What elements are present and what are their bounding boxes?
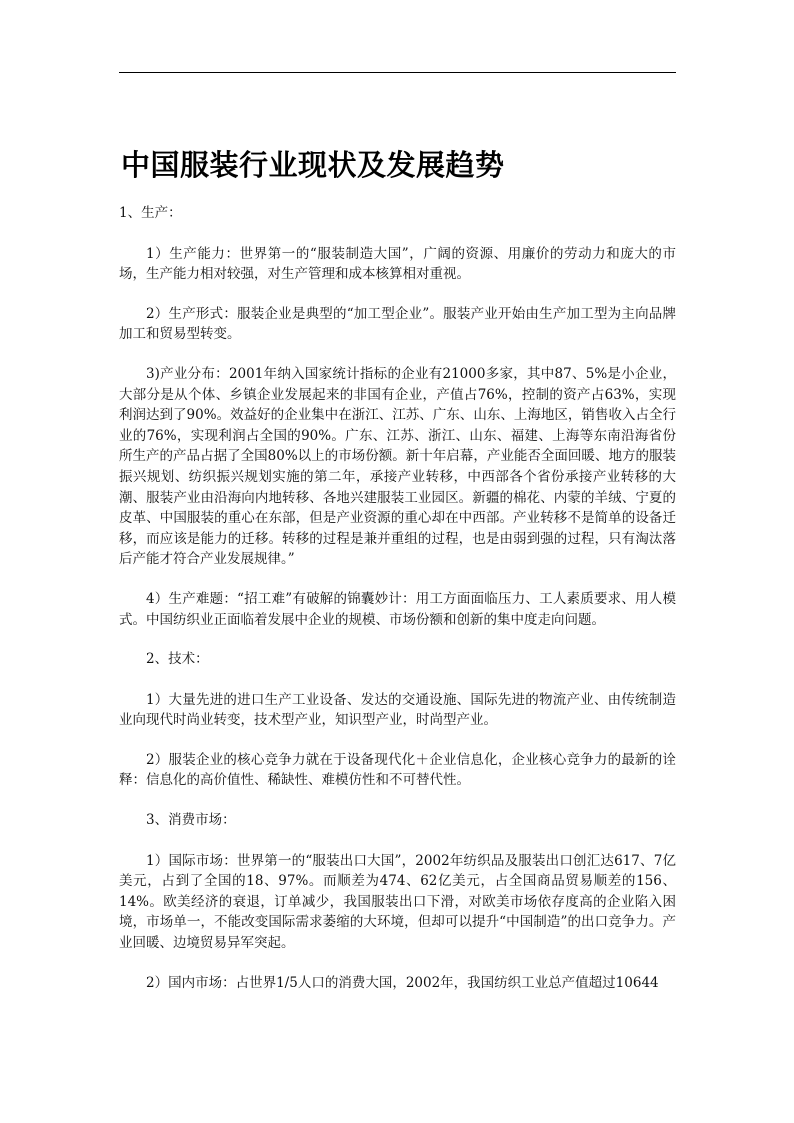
paragraph-industry-distribution: 3)产业分布：2001年纳入国家统计指标的企业有21000多家，其中87、5%是小企业，大部分是从个体、乡镇企业发展起来的非国有企业，产值占76%，控制的资产占63%，实现利润达到了90%。效益好的企业集中在浙江、江苏、广东、山东、上海地区，销售收入占全行业的76%，实现利润占全国的90%。广东、江苏、浙江、山东、福建、上海等东南沿海省份所生产的产品占据了全国80%以上的市场份额。新十年启幕，产业能否全面回暖、地方的服装振兴规划、纺织振兴规划实施的第二年，承接产业转移，中西部各个省份承接产业转移的大潮、服装产业由沿海向内地转移、各地兴建服装工业园区。新疆的棉花、内蒙的羊绒、宁夏的皮革、中国服装的重心在东部，但是产业资源的重心却在中西部。产业转移不是简单的设备迁移，而应该是能力的迁移。转移的过程是兼并重组的过程，也是由弱到强的过程，只有淘汰落后产能才符合产业发展规律。” <box>119 365 676 568</box>
section-heading-production: 1、生产： <box>119 205 182 221</box>
section-heading-technology: 2、技术： <box>146 651 209 668</box>
paragraph-production-capacity: 1）生产能力：世界第一的“服装制造大国”，广阔的资源、用廉价的劳动力和庞大的市场，生产能力相对较强，对生产管理和成本核算相对重视。 <box>119 245 676 283</box>
paragraph-domestic-market: 2）国内市场：占世界1/5人口的消费大国，2002年，我国纺织工业总产值超过10644 <box>146 974 659 991</box>
header-rule <box>119 72 676 73</box>
paragraph-technology-equipment: 1）大量先进的进口生产工业设备、发达的交通设施、国际先进的物流产业、由传统制造业向现代时尚业转变，技术型产业，知识型产业，时尚型产业。 <box>119 691 676 729</box>
paragraph-production-form: 2）生产形式：服装企业是典型的“加工型企业”。服装产业开始由生产加工型为主向品牌加工和贸易型转变。 <box>119 305 676 343</box>
paragraph-core-competitiveness: 2）服装企业的核心竞争力就在于设备现代化＋企业信息化，企业核心竞争力的最新的诠释：信息化的高价值性、稀缺性、难模仿性和不可替代性。 <box>119 751 676 789</box>
document-title: 中国服装行业现状及发展趋势 <box>121 148 505 182</box>
section-heading-consumer-market: 3、消费市场： <box>146 812 236 829</box>
paragraph-production-difficulty: 4）生产难题：“招工难”有破解的锦囊妙计：用工方面面临压力、工人素质要求、用人模式。中国纺织业正面临着发展中企业的规模、市场份额和创新的集中度走向问题。 <box>119 590 676 628</box>
paragraph-international-market: 1）国际市场：世界第一的“服装出口大国”，2002年纺织品及服装出口创汇达617、7亿美元，占到了全国的18、97%。而顺差为474、62亿美元，占全国商品贸易顺差的156、14%。欧美经济的衰退，订单减少，我国服装出口下滑，对欧美市场依存度高的企业陷入困境，市场单一，不能改变国际需求萎缩的大环境，但却可以提升“中国制造”的出口竞争力。产业回暖、边境贸易异军突起。 <box>119 852 676 952</box>
document-body <box>119 203 676 1012</box>
